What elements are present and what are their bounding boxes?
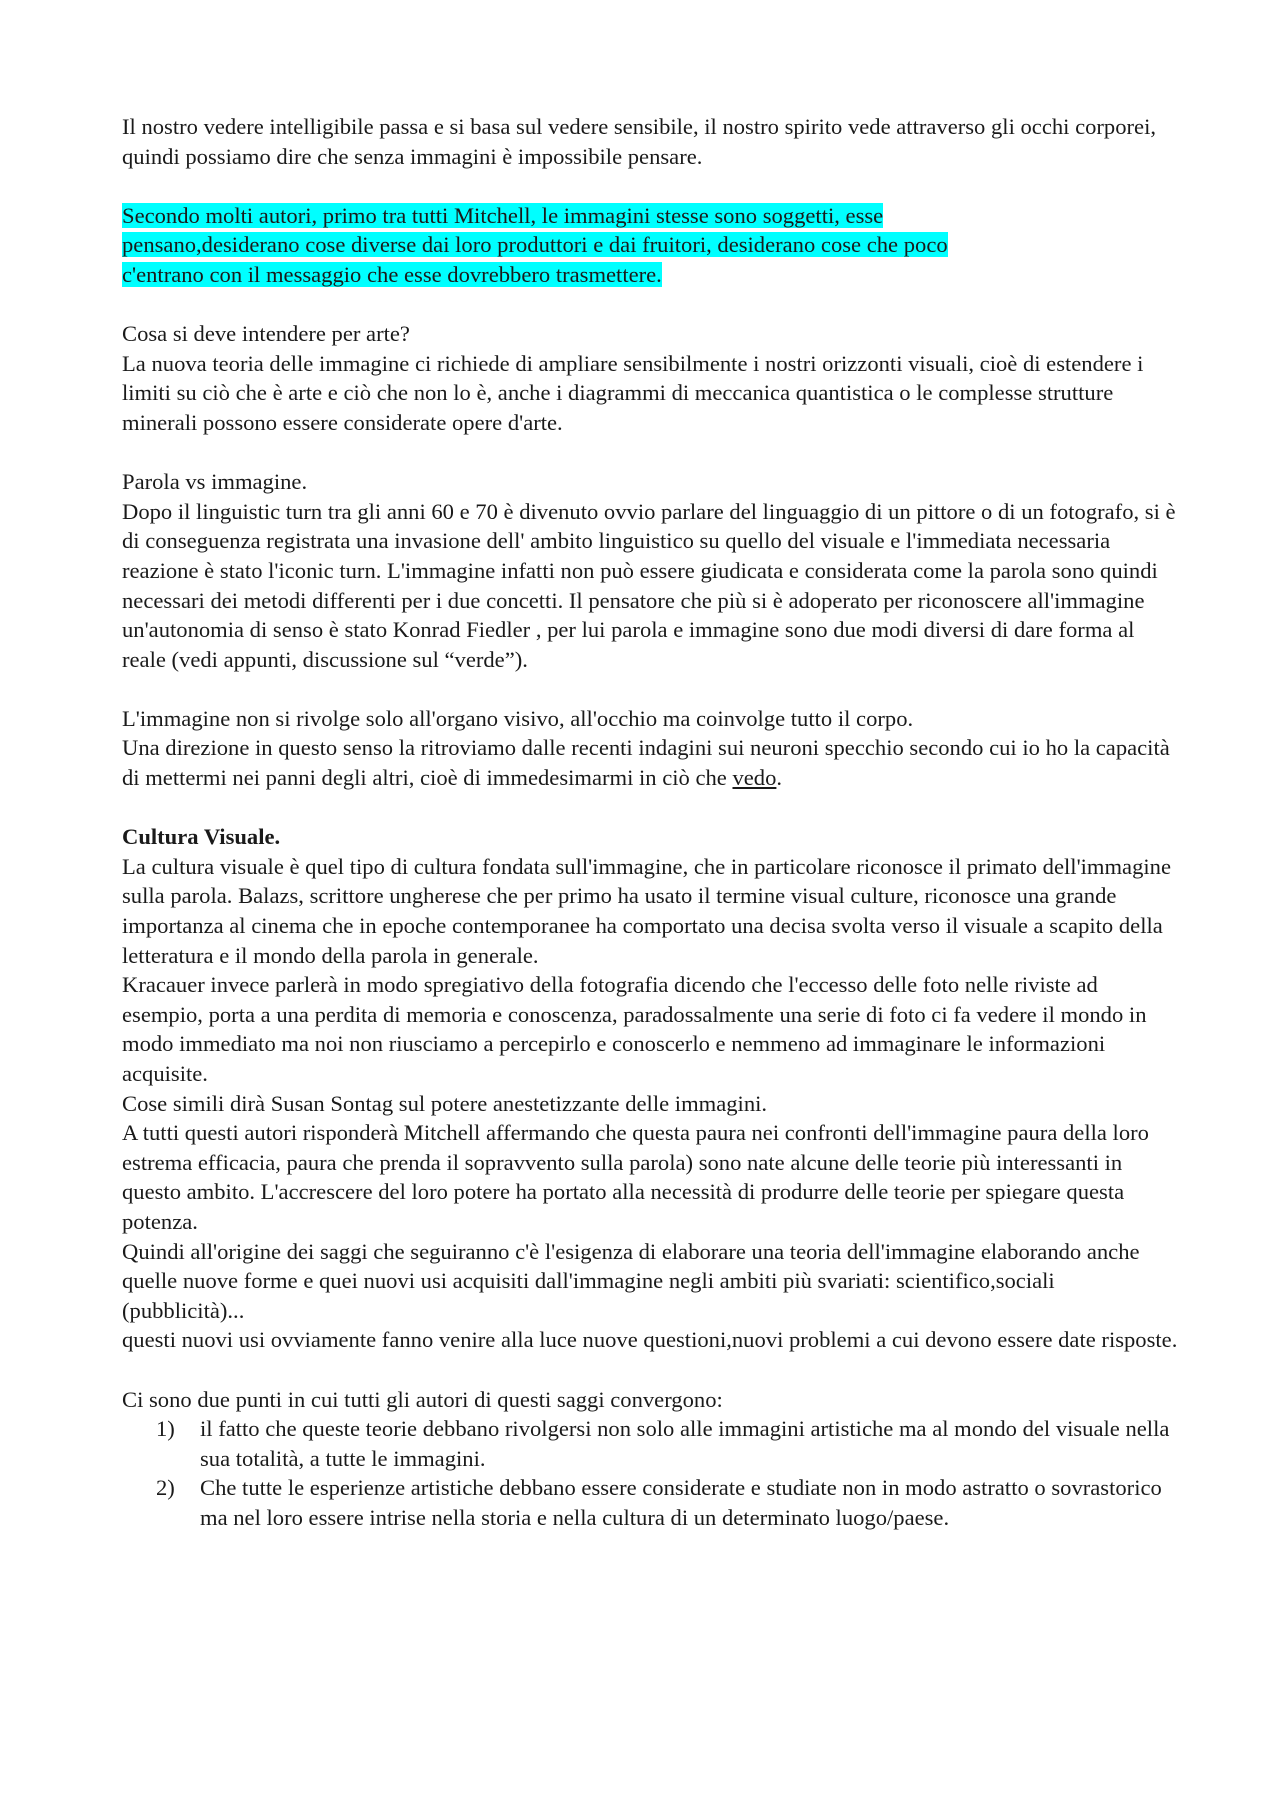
underlined-word: vedo [732, 765, 777, 791]
list-item [156, 1414, 1182, 1473]
paragraph-linguistic-turn: Dopo il linguistic turn tra gli anni 60 e 70 è divenuto ovvio parlare del linguaggio di un pittore o di un fotografo, si è di conseguenza registrata una invasione dell' ambito linguistico su quello del visuale e l'immediata necessaria reazione è stato l'iconic turn. L'immagine infatti non può essere giudicata e considerata come la parola sono quindi necessari dei metodi differenti per i due concetti. Il pensatore che più si è adoperato per riconoscere all'immagine un'autonomia di senso è stato Konrad Fiedler , per lui parola e immagine sono due modi diversi di dare forma al reale (vedi appunti, discussione sul “verde”). [122, 498, 1176, 672]
paragraph-art-definition: La nuova teoria delle immagine ci richiede di ampliare sensibilmente i nostri orizzonti visuali, cioè di estendere i limiti su ciò che è arte e ciò che non lo è, anche i diagrammi di meccanica quantistica o le complesse strutture minerali possono essere considerate opere d'arte. [122, 350, 1144, 435]
list-item-number: 1) [156, 1416, 175, 1442]
highlight-line-3: c'entrano con il messaggio che esse dovrebbero trasmettere. [122, 261, 662, 287]
list-item [156, 1473, 1182, 1532]
list-item-text: il fatto che queste teorie debbano rivolgersi non solo alle immagini artistiche ma al mondo del visuale nella sua totalità, a tutte le immagini. [200, 1416, 1170, 1471]
neuroni-text: Una direzione in questo senso la ritroviamo dalle recenti indagini sui neuroni specchio secondo cui io ho la capacità di mettermi nei panni degli altri, cioè di immedesimarmi in ciò che [122, 735, 1170, 791]
paragraph-cultura-2: Kracauer invece parlerà in modo spregiativo della fotografia dicendo che l'eccesso delle foto nelle riviste ad esempio, porta a una perdita di memoria e conoscenza, paradossalmente una serie di foto ci fa vedere il mondo in modo immediato ma noi non riusciamo a percepirlo e conoscerlo e nemmeno ad immaginare le informazioni acquisite. [122, 972, 1147, 1086]
paragraph-cultura-3: Cose simili dirà Susan Sontag sul potere anestetizzante delle immagini. [122, 1090, 768, 1116]
paragraph-spacer [122, 290, 1182, 320]
points-intro: Ci sono due punti in cui tutti gli autori di questi saggi convergono: [122, 1386, 723, 1412]
paragraph-spacer [122, 793, 1182, 823]
list-item-text: Che tutte le esperienze artistiche debbano essere considerate e studiate non in modo astratto o sovrastorico ma nel loro essere intrise nella storia e nella cultura di un determinato luogo/paese. [200, 1475, 1162, 1530]
paragraph-spacer [122, 674, 1182, 704]
art-question: Cosa si deve intendere per arte? [122, 321, 410, 347]
paragraph-cultura-1: La cultura visuale è quel tipo di cultura fondata sull'immagine, che in particolare riconosce il primato dell'immagine sulla parola. Balazs, scrittore ungherese che per primo ha usato il termine visual culture, riconosce una grande importanza al cinema che in epoche contemporanee ha comportato una decisa svolta verso il visuale a scapito della letteratura e il mondo della parola in generale. [122, 853, 1171, 968]
highlighted-paragraph-mitchell [122, 201, 1182, 290]
paragraph-cultura-6: questi nuovi usi ovviamente fanno venire alla luce nuove questioni,nuovi problemi a cui devono essere date risposte. [122, 1327, 1178, 1353]
paragraph-organo-visivo: L'immagine non si rivolge solo all'organo visivo, all'occhio ma coinvolge tutto il corpo. [122, 705, 914, 731]
document-page [122, 112, 1182, 1533]
neuroni-text-end: . [776, 765, 783, 791]
section-title-cultura-visuale: Cultura Visuale. [122, 824, 281, 850]
list-item-number: 2) [156, 1475, 175, 1501]
paragraph-spacer [122, 1355, 1182, 1385]
paragraph-cultura-4: A tutti questi autori risponderà Mitchell affermando che questa paura nei confronti dell'immagine paura della loro estrema efficacia, paura che prenda il sopravvento sulla parola) sono nate alcune delle teorie più interessanti in questo ambito. L'accrescere del loro potere ha portato alla necessità di produrre delle teorie per spiegare questa potenza. [122, 1120, 1149, 1234]
paragraph-spacer [122, 171, 1182, 201]
paragraph-spacer [122, 438, 1182, 468]
highlight-line-1: Secondo molti autori, primo tra tutti Mitchell, le immagini stesse sono soggetti, esse [122, 202, 884, 228]
paragraph-cultura-5: Quindi all'origine dei saggi che seguiranno c'è l'esigenza di elaborare una teoria dell'immagine elaborando anche quelle nuove forme e quei nuovi usi acquisiti dall'immagine negli ambiti più svariati: scientifico,sociali (pubblicità)... [122, 1238, 1140, 1323]
numbered-list [122, 1414, 1182, 1532]
section-title-parola-immagine: Parola vs immagine. [122, 469, 308, 495]
paragraph-vedere-intelligibile: Il nostro vedere intelligibile passa e si basa sul vedere sensibile, il nostro spirito vede attraverso gli occhi corporei, quindi possiamo dire che senza immagini è impossibile pensare. [122, 114, 1156, 169]
paragraph-neuroni-specchio [122, 733, 1182, 792]
highlight-line-2: pensano,desiderano cose diverse dai loro produttori e dai fruitori, desiderano cose che poco [122, 232, 948, 258]
